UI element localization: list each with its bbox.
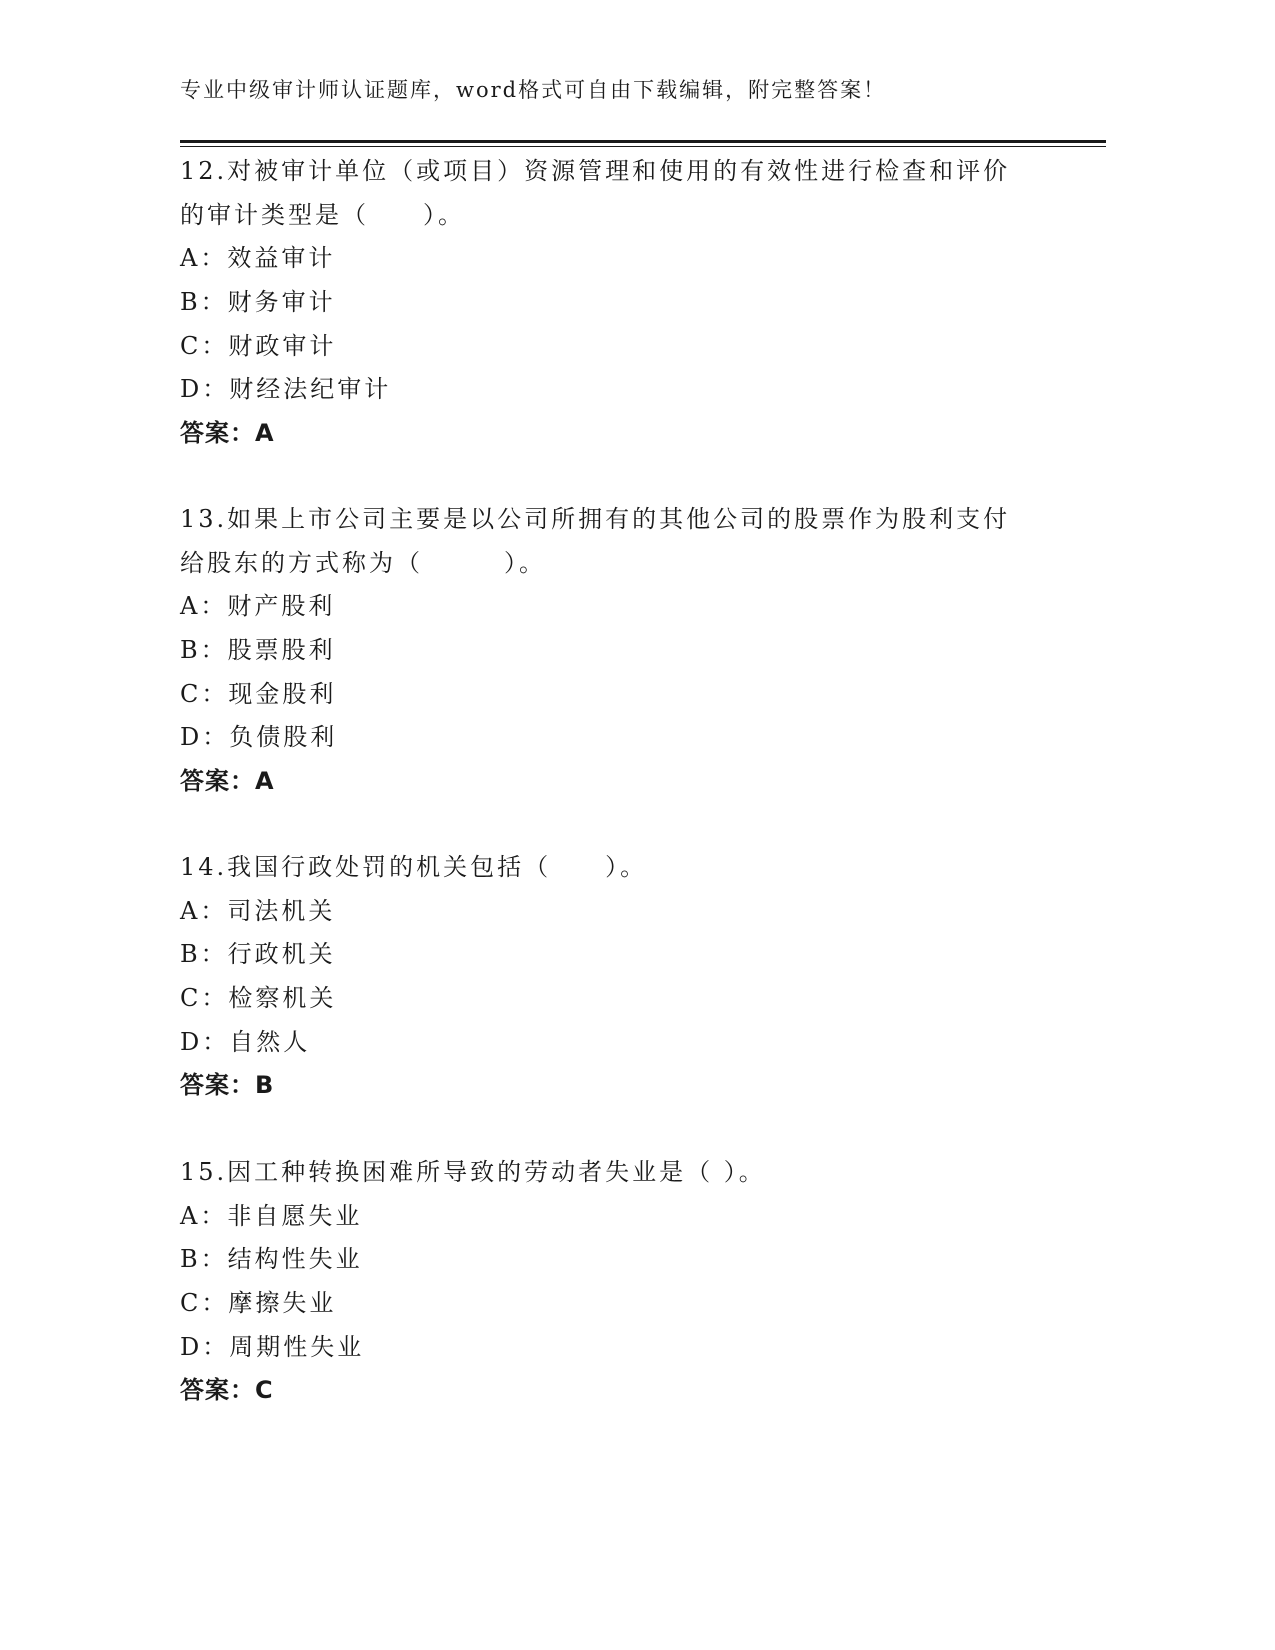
document-header: 专业中级审计师认证题库，word格式可自由下载编辑，附完整答案！ (180, 78, 887, 102)
header-divider-thin (180, 146, 1106, 147)
option-c: C：财政审计 (180, 331, 337, 360)
question-stem-line: 给股东的方式称为（ ）。 (180, 548, 546, 577)
question-14 (180, 846, 1040, 1108)
option-a: A：非自愿失业 (180, 1201, 363, 1230)
question-12 (180, 150, 1040, 456)
option-b: B：行政机关 (180, 940, 336, 969)
option-d: D：周期性失业 (180, 1332, 365, 1361)
answer-line: 答案：A (180, 419, 275, 448)
option-c: C：摩擦失业 (180, 1289, 337, 1318)
answer-line: 答案：B (180, 1071, 275, 1100)
option-c: C：现金股利 (180, 679, 337, 708)
option-a: A：司法机关 (180, 896, 336, 925)
option-d: D：负债股利 (180, 723, 338, 752)
header-divider-thick (180, 140, 1106, 143)
question-stem-line: 15.因工种转换困难所导致的劳动者失业是（ ）。 (180, 1158, 766, 1186)
option-d: D：财经法纪审计 (180, 375, 392, 404)
option-a: A：财产股利 (180, 592, 336, 621)
option-c: C：检察机关 (180, 984, 337, 1013)
option-d: D：自然人 (180, 1027, 311, 1056)
option-a: A：效益审计 (180, 244, 336, 273)
option-b: B：股票股利 (180, 636, 336, 665)
answer-line: 答案：C (180, 1376, 274, 1405)
question-stem-line: 12.对被审计单位（或项目）资源管理和使用的有效性进行检查和评价 (180, 157, 1011, 185)
question-13 (180, 498, 1040, 804)
option-b: B：结构性失业 (180, 1245, 363, 1274)
question-15 (180, 1151, 1040, 1413)
question-stem-line: 的审计类型是（ ）。 (180, 200, 465, 229)
answer-line: 答案：A (180, 767, 275, 796)
option-b: B：财务审计 (180, 288, 336, 317)
question-stem-line: 13.如果上市公司主要是以公司所拥有的其他公司的股票作为股利支付 (180, 505, 1011, 533)
question-stem-line: 14.我国行政处罚的机关包括（ ）。 (180, 853, 648, 881)
